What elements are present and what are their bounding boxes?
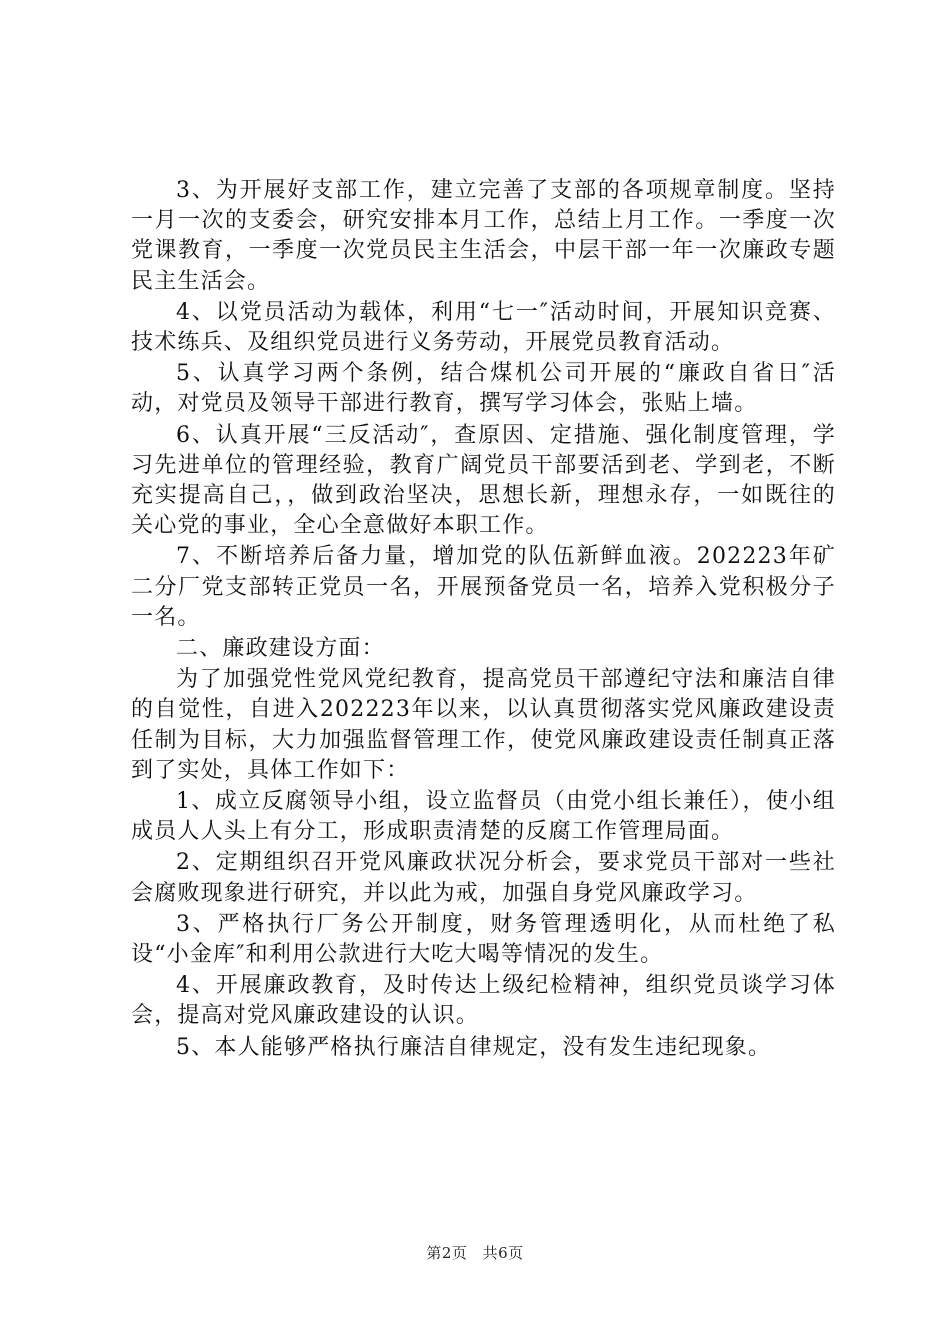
paragraph: 2、定期组织召开党风廉政状况分析会，要求党员干部对一些社会腐败现象进行研究，并以此为戒，加强自身党风廉政学习。: [131, 850, 836, 906]
paragraph: 1、成立反腐领导小组，设立监督员（由党小组长兼任），使小组成员人人头上有分工，形成职责清楚的反腐工作管理局面。: [131, 789, 836, 845]
paragraph: 4、以党员活动为载体，利用“七一″活动时间，开展知识竞赛、技术练兵、及组织党员进行义务劳动，开展党员教育活动。: [131, 299, 836, 356]
paragraph: 3、严格执行厂务公开制度，财务管理透明化，从而杜绝了私设“小金库″和利用公款进行大吃大喝等情况的发生。: [131, 911, 836, 968]
paragraph: 5、本人能够严格执行廉洁自律规定，没有发生违纪现象。: [176, 1034, 772, 1060]
page-number: 第2页: [426, 1244, 468, 1262]
paragraph: 6、认真开展“三反活动″，查原因、定措施、强化制度管理，学习先进单位的管理经验，教育广阔党员干部要活到老、学到老，不断充实提高自己，，做到政治坚决，思想长新，理想永存，一如既往的关心党的事业，全心全意做好本职工作。: [131, 422, 836, 539]
page-footer: [0, 1242, 950, 1263]
paragraph: 3、为开展好支部工作，建立完善了支部的各项规章制度。坚持一月一次的支委会，研究安排本月工作，总结上月工作。一季度一次党课教育，一季度一次党员民主生活会，中层干部一年一次廉政专题民主生活会。: [131, 178, 836, 294]
paragraph: 5、认真学习两个条例，结合煤机公司开展的“廉政自省日″活动，对党员及领导干部进行教育，撰写学习体会，张贴上墙。: [131, 361, 836, 417]
paragraph: 为了加强党性党风党纪教育，提高党员干部遵纪守法和廉洁自律的自觉性，自进入202223年以来，以认真贯彻落实党风廉政建设责任制为目标，大力加强监督管理工作，使党风廉政建设责任制真正落到了实处，具体工作如下：: [131, 667, 836, 783]
section-heading: 二、廉政建设方面：: [176, 636, 385, 662]
page-total: 共6页: [482, 1244, 524, 1262]
paragraph: 4、开展廉政教育，及时传达上级纪检精神，组织党员谈学习体会，提高对党风廉政建设的认识。: [131, 973, 836, 1029]
document-body: [131, 176, 836, 1064]
paragraph: 7、不断培养后备力量，增加党的队伍新鲜血液。202223年矿二分厂党支部转正党员一名，开展预备党员一名，培养入党积极分子一名。: [131, 544, 836, 630]
